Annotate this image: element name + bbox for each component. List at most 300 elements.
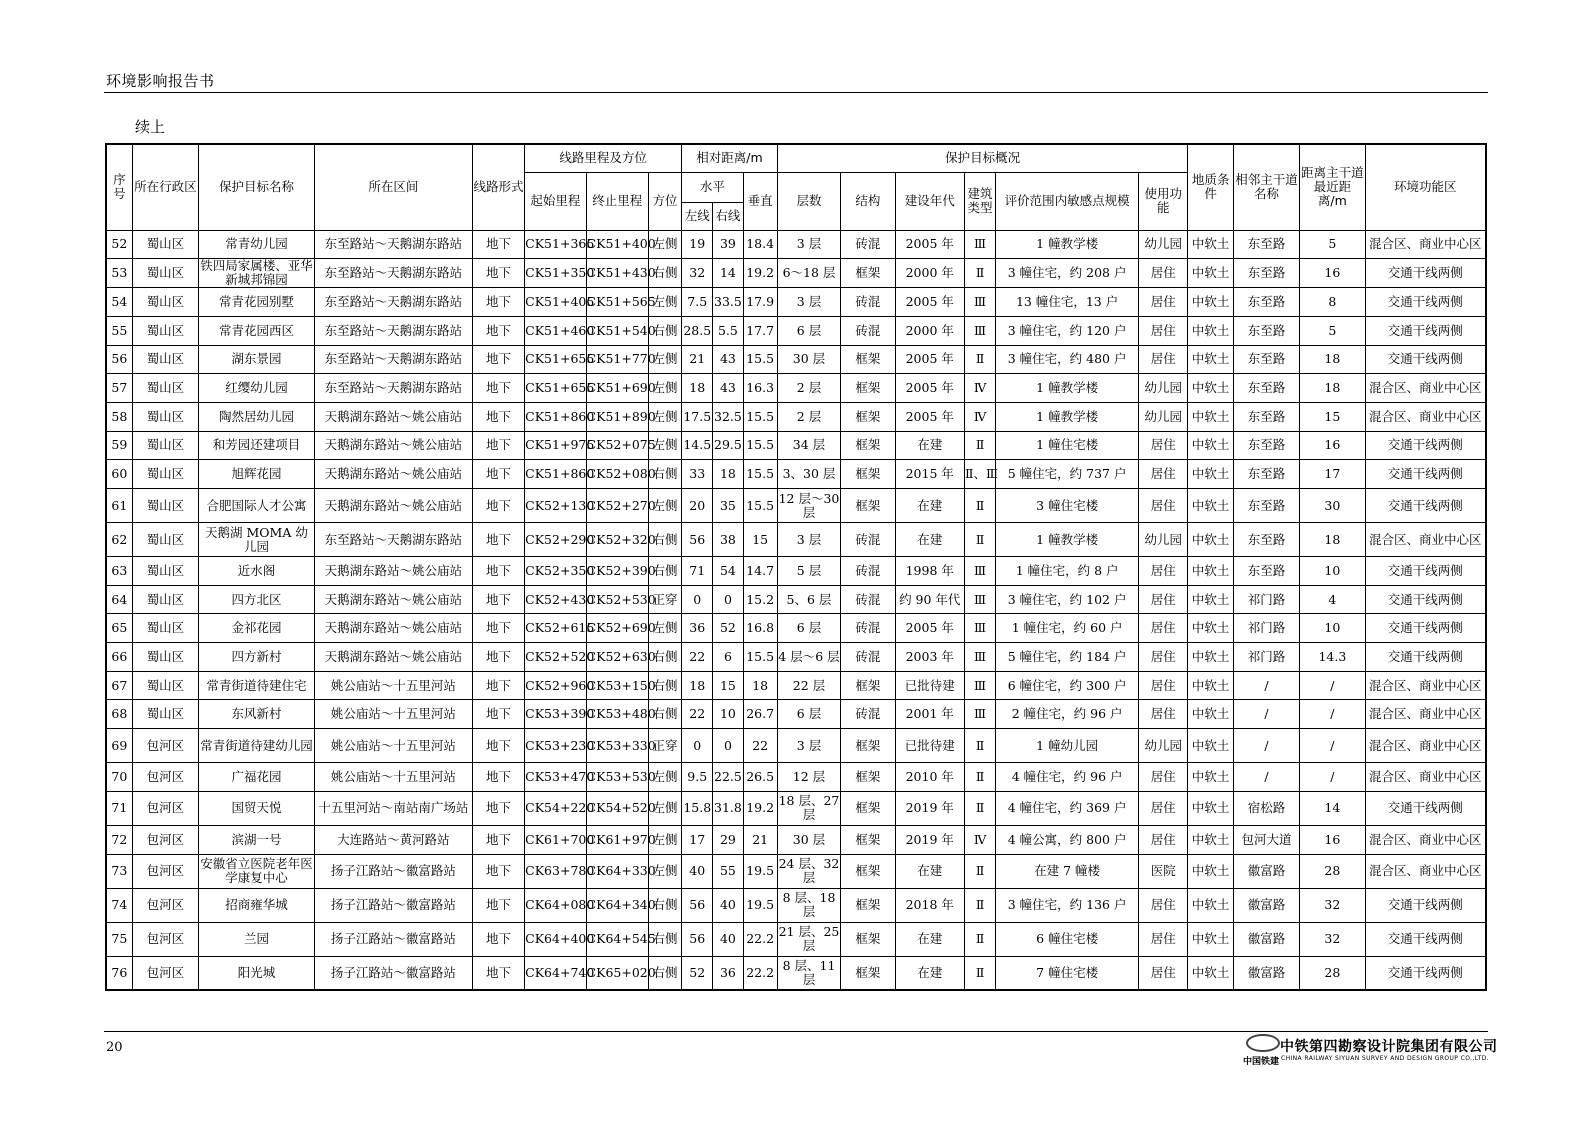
cell-geology: 中软土	[1188, 763, 1233, 792]
cell-scale: 2 幢住宅，约 96 户	[996, 700, 1139, 729]
cell-road: 东至路	[1233, 557, 1299, 586]
cell-building-type: Ⅳ	[964, 374, 995, 403]
cell-section: 天鹅湖东路站～姚公庙站	[314, 431, 472, 460]
cell-direction: 左侧	[648, 791, 681, 825]
cell-direction: 正穿	[648, 585, 681, 614]
cell-year: 已批待建	[895, 729, 964, 763]
header-line-form: 线路形式	[472, 144, 524, 230]
cell-use: 居住	[1139, 431, 1188, 460]
cell-left-line: 33	[682, 460, 713, 489]
cell-scale: 6 幢住宅楼	[996, 922, 1139, 956]
cell-floors: 34 层	[777, 431, 840, 460]
cell-line-form: 地下	[472, 345, 524, 374]
cell-road: 徽富路	[1233, 854, 1299, 888]
cell-name: 红缨幼儿园	[199, 374, 315, 403]
cell-district: 包河区	[132, 791, 198, 825]
cell-floors: 6 层	[777, 316, 840, 345]
cell-seq: 52	[106, 230, 132, 259]
cell-seq: 66	[106, 643, 132, 672]
cell-road: 祁门路	[1233, 643, 1299, 672]
cell-line-form: 地下	[472, 288, 524, 317]
cell-use: 幼儿园	[1139, 230, 1188, 259]
cell-floors: 3 层	[777, 523, 840, 557]
cell-direction: 右侧	[648, 523, 681, 557]
cell-name: 合肥国际人才公寓	[199, 489, 315, 523]
cell-line-form: 地下	[472, 402, 524, 431]
cell-floors: 3 层	[777, 729, 840, 763]
cell-end: CK51+690	[586, 374, 648, 403]
cell-geology: 中软土	[1188, 643, 1233, 672]
cell-scale: 4 幢住宅，约 369 户	[996, 791, 1139, 825]
logo-text: 中国铁建	[1243, 1057, 1280, 1067]
cell-right-line: 40	[713, 922, 743, 956]
cell-road: 徽富路	[1233, 888, 1299, 922]
cell-zone: 混合区、商业中心区	[1365, 854, 1486, 888]
cell-right-line: 39	[713, 230, 743, 259]
cell-seq: 63	[106, 557, 132, 586]
cell-direction: 右侧	[648, 316, 681, 345]
cell-structure: 框架	[841, 374, 895, 403]
table-row	[106, 825, 1486, 854]
cell-use: 幼儿园	[1139, 374, 1188, 403]
cell-left-line: 17	[682, 825, 713, 854]
cell-direction: 右侧	[648, 922, 681, 956]
cell-road: 东至路	[1233, 374, 1299, 403]
cell-road: 宿松路	[1233, 791, 1299, 825]
cell-vertical: 19.2	[743, 259, 777, 288]
cell-scale: 3 幢住宅，约 208 户	[996, 259, 1139, 288]
cell-road: 徽富路	[1233, 922, 1299, 956]
table-row	[106, 956, 1486, 990]
cell-zone: 交通干线两侧	[1365, 922, 1486, 956]
cell-zone: 交通干线两侧	[1365, 791, 1486, 825]
cell-vertical: 16.8	[743, 614, 777, 643]
cell-vertical: 26.5	[743, 763, 777, 792]
cell-road-distance: 15	[1300, 402, 1365, 431]
cell-direction: 左侧	[648, 288, 681, 317]
cell-structure: 框架	[841, 402, 895, 431]
header-vertical: 垂直	[743, 172, 777, 230]
header-overview-group: 保护目标概况	[777, 144, 1188, 172]
cell-left-line: 17.5	[682, 402, 713, 431]
cell-district: 蜀山区	[132, 489, 198, 523]
cell-scale: 1 幢住宅，约 8 户	[996, 557, 1139, 586]
cell-structure: 框架	[841, 763, 895, 792]
cell-road-distance: 5	[1300, 316, 1365, 345]
cell-name: 铁四局家属楼、亚华新城邦锦园	[200, 258, 313, 288]
cell-end: CK52+630	[586, 643, 648, 672]
cell-structure: 砖混	[841, 614, 895, 643]
cell-use: 居住	[1139, 671, 1188, 700]
cell-road: 东至路	[1233, 259, 1299, 288]
cell-building-type: Ⅲ	[964, 288, 995, 317]
cell-section: 东至路站～天鹅湖东路站	[314, 374, 472, 403]
cell-district: 蜀山区	[132, 460, 198, 489]
cell-start: CK61+700	[525, 825, 586, 854]
table-row	[106, 614, 1486, 643]
header-use: 使用功能	[1139, 172, 1188, 230]
cell-scale: 4 幢公寓，约 800 户	[996, 825, 1139, 854]
cell-road: 东至路	[1233, 316, 1299, 345]
cell-end: CK52+320	[586, 523, 648, 557]
cell-district: 蜀山区	[132, 259, 198, 288]
cell-scale: 3 幢住宅，约 480 户	[996, 345, 1139, 374]
cell-zone: 混合区、商业中心区	[1365, 402, 1486, 431]
cell-use: 居住	[1139, 557, 1188, 586]
table-row	[106, 259, 1486, 288]
cell-line-form: 地下	[472, 489, 524, 523]
cell-start: CK53+230	[525, 729, 586, 763]
table-row	[106, 288, 1486, 317]
cell-road-distance: 32	[1300, 888, 1365, 922]
header-structure: 结构	[841, 172, 895, 230]
cell-year: 2019 年	[895, 791, 964, 825]
cell-right-line: 35	[713, 489, 743, 523]
cell-year: 2000 年	[895, 259, 964, 288]
cell-direction: 右侧	[648, 643, 681, 672]
cell-road-distance: 8	[1300, 288, 1365, 317]
table-row	[106, 791, 1486, 825]
cell-year: 在建	[895, 956, 964, 990]
cell-zone: 混合区、商业中心区	[1365, 729, 1486, 763]
cell-left-line: 20	[682, 489, 713, 523]
cell-seq: 54	[106, 288, 132, 317]
cell-seq: 65	[106, 614, 132, 643]
cell-section: 天鹅湖东路站～姚公庙站	[314, 614, 472, 643]
header-floors: 层数	[777, 172, 840, 230]
cell-vertical: 18	[743, 671, 777, 700]
cell-structure: 框架	[841, 345, 895, 374]
cell-left-line: 18	[682, 671, 713, 700]
cell-road-distance: 17	[1300, 460, 1365, 489]
cell-district: 包河区	[132, 854, 198, 888]
cell-seq: 73	[106, 854, 132, 888]
cell-direction: 右侧	[648, 671, 681, 700]
cell-right-line: 22.5	[713, 763, 743, 792]
cell-start: CK51+350	[525, 259, 586, 288]
cell-structure: 砖混	[841, 557, 895, 586]
cell-seq: 64	[106, 585, 132, 614]
cell-building-type: Ⅲ	[964, 230, 995, 259]
cell-building-type: Ⅳ	[964, 402, 995, 431]
cell-seq: 68	[106, 700, 132, 729]
cell-district: 蜀山区	[132, 288, 198, 317]
cell-geology: 中软土	[1188, 700, 1233, 729]
cell-geology: 中软土	[1188, 557, 1233, 586]
cell-district: 蜀山区	[132, 431, 198, 460]
cell-road-distance: 28	[1300, 956, 1365, 990]
cell-seq: 67	[106, 671, 132, 700]
cell-end: CK61+970	[586, 825, 648, 854]
cell-road-distance: /	[1300, 763, 1365, 792]
cell-use: 居住	[1139, 489, 1188, 523]
cell-seq: 58	[106, 402, 132, 431]
cell-start: CK51+405	[525, 288, 586, 317]
cell-seq: 76	[106, 956, 132, 990]
cell-floors: 30 层	[777, 345, 840, 374]
cell-use: 幼儿园	[1139, 402, 1188, 431]
cell-left-line: 40	[682, 854, 713, 888]
cell-left-line: 28.5	[682, 316, 713, 345]
header-horizontal: 水平	[682, 172, 743, 202]
table-row	[106, 854, 1486, 888]
cell-structure: 框架	[841, 489, 895, 523]
cell-line-form: 地下	[472, 374, 524, 403]
cell-line-form: 地下	[472, 763, 524, 792]
cell-left-line: 71	[682, 557, 713, 586]
cell-use: 居住	[1139, 825, 1188, 854]
cell-direction: 左侧	[648, 763, 681, 792]
cell-direction: 左侧	[648, 854, 681, 888]
cell-geology: 中软土	[1188, 460, 1233, 489]
cell-line-form: 地下	[472, 671, 524, 700]
cell-end: CK52+390	[586, 557, 648, 586]
cell-year: 在建	[895, 854, 964, 888]
cell-direction: 右侧	[648, 956, 681, 990]
cell-start: CK51+655	[525, 374, 586, 403]
cell-floors: 22 层	[777, 671, 840, 700]
cell-seq: 72	[106, 825, 132, 854]
cell-start: CK51+860	[525, 402, 586, 431]
cell-use: 居住	[1139, 288, 1188, 317]
cell-start: CK52+615	[525, 614, 586, 643]
cell-left-line: 56	[682, 922, 713, 956]
cell-seq: 57	[106, 374, 132, 403]
cell-seq: 74	[106, 888, 132, 922]
table-row	[106, 460, 1486, 489]
cell-building-type: Ⅱ	[964, 854, 995, 888]
cell-structure: 砖混	[841, 316, 895, 345]
table-row	[106, 643, 1486, 672]
cell-year: 2005 年	[895, 288, 964, 317]
cell-zone: 混合区、商业中心区	[1365, 523, 1486, 557]
cell-structure: 框架	[841, 825, 895, 854]
cell-section: 姚公庙站～十五里河站	[314, 729, 472, 763]
cell-seq: 59	[106, 431, 132, 460]
cell-name: 陶然居幼儿园	[199, 402, 315, 431]
cell-start: CK52+350	[525, 557, 586, 586]
cell-right-line: 38	[713, 523, 743, 557]
cell-section: 姚公庙站～十五里河站	[314, 700, 472, 729]
header-name: 保护目标名称	[199, 144, 315, 230]
cell-zone: 交通干线两侧	[1365, 345, 1486, 374]
cell-end: CK52+690	[586, 614, 648, 643]
cell-zone: 混合区、商业中心区	[1365, 763, 1486, 792]
cell-structure: 框架	[841, 460, 895, 489]
cell-structure: 框架	[841, 729, 895, 763]
cell-right-line: 40	[713, 888, 743, 922]
cell-right-line: 15	[713, 671, 743, 700]
cell-structure: 框架	[841, 888, 895, 922]
cell-zone: 交通干线两侧	[1365, 614, 1486, 643]
cell-building-type: Ⅱ	[964, 922, 995, 956]
cell-road-distance: 10	[1300, 614, 1365, 643]
cell-seq: 71	[106, 791, 132, 825]
cell-right-line: 54	[713, 557, 743, 586]
table-row	[106, 374, 1486, 403]
cell-year: 在建	[895, 523, 964, 557]
cell-start: CK51+365	[525, 230, 586, 259]
cell-use: 幼儿园	[1139, 523, 1188, 557]
cell-section: 天鹅湖东路站～姚公庙站	[314, 460, 472, 489]
header-geology: 地质条件	[1188, 144, 1233, 230]
cell-line-form: 地下	[472, 956, 524, 990]
cell-year: 在建	[895, 431, 964, 460]
cell-scale: 3 幢住宅，约 102 户	[996, 585, 1139, 614]
cell-road-distance: 32	[1300, 922, 1365, 956]
cell-year: 2005 年	[895, 230, 964, 259]
cell-end: CK51+430	[586, 259, 648, 288]
cell-road-distance: 14	[1300, 791, 1365, 825]
cell-left-line: 9.5	[682, 763, 713, 792]
cell-section: 天鹅湖东路站～姚公庙站	[314, 643, 472, 672]
cell-zone: 交通干线两侧	[1365, 956, 1486, 990]
table-row	[106, 922, 1486, 956]
cell-road: 东至路	[1233, 402, 1299, 431]
cell-section: 东至路站～天鹅湖东路站	[314, 523, 472, 557]
cell-end: CK65+020	[586, 956, 648, 990]
cell-road-distance: 10	[1300, 557, 1365, 586]
cell-zone: 混合区、商业中心区	[1365, 825, 1486, 854]
cell-direction: 左侧	[648, 431, 681, 460]
cell-right-line: 14	[713, 259, 743, 288]
cell-road-distance: 4	[1300, 585, 1365, 614]
cell-building-type: Ⅱ	[964, 791, 995, 825]
cell-start: CK51+860	[525, 460, 586, 489]
cell-year: 已批待建	[895, 671, 964, 700]
header-distance-group: 相对距离/m	[682, 144, 778, 172]
cell-scale: 1 幢教学楼	[996, 230, 1139, 259]
header-building-type: 建筑类型	[964, 172, 995, 230]
cell-structure: 砖混	[841, 288, 895, 317]
cell-district: 蜀山区	[132, 230, 198, 259]
cell-end: CK53+330	[586, 729, 648, 763]
cell-name: 安徽省立医院老年医学康复中心	[199, 854, 315, 888]
cell-use: 居住	[1139, 700, 1188, 729]
cell-start: CK51+460	[525, 316, 586, 345]
cell-year: 2005 年	[895, 374, 964, 403]
cell-floors: 24 层、32 层	[777, 854, 840, 888]
cell-start: CK53+390	[525, 700, 586, 729]
cell-use: 居住	[1139, 956, 1188, 990]
cell-geology: 中软土	[1188, 374, 1233, 403]
cell-use: 居住	[1139, 316, 1188, 345]
cell-geology: 中软土	[1188, 585, 1233, 614]
cell-start: CK63+780	[525, 854, 586, 888]
cell-right-line: 43	[713, 374, 743, 403]
cell-direction: 左侧	[648, 825, 681, 854]
table-row	[106, 523, 1486, 557]
cell-district: 包河区	[132, 922, 198, 956]
cell-direction: 正穿	[648, 729, 681, 763]
cell-scale: 3 幢住宅楼	[996, 489, 1139, 523]
cell-right-line: 32.5	[713, 402, 743, 431]
cell-building-type: Ⅳ	[964, 825, 995, 854]
cell-zone: 交通干线两侧	[1365, 460, 1486, 489]
cell-use: 幼儿园	[1139, 729, 1188, 763]
cell-section: 扬子江路站～徽富路站	[314, 854, 472, 888]
cell-use: 居住	[1139, 888, 1188, 922]
table-row	[106, 402, 1486, 431]
cell-road: /	[1233, 671, 1299, 700]
header-road-distance: 距离主干道最近距离/m	[1300, 144, 1365, 230]
cell-vertical: 22.2	[743, 922, 777, 956]
cell-end: CK51+400	[586, 230, 648, 259]
cell-name: 阳光城	[199, 956, 315, 990]
cell-building-type: Ⅱ	[964, 729, 995, 763]
cell-geology: 中软土	[1188, 888, 1233, 922]
cell-line-form: 地下	[472, 230, 524, 259]
cell-structure: 砖混	[841, 585, 895, 614]
cell-road-distance: 14.3	[1300, 643, 1365, 672]
cell-left-line: 14.5	[682, 431, 713, 460]
cell-direction: 左侧	[648, 402, 681, 431]
cell-line-form: 地下	[472, 729, 524, 763]
cell-end: CK64+330	[586, 854, 648, 888]
cell-name: 国贸天悦	[199, 791, 315, 825]
cell-geology: 中软土	[1188, 431, 1233, 460]
cell-scale: 3 幢住宅，约 136 户	[996, 888, 1139, 922]
cell-vertical: 15.5	[743, 402, 777, 431]
cell-vertical: 17.9	[743, 288, 777, 317]
cell-start: CK64+400	[525, 922, 586, 956]
cell-direction: 左侧	[648, 489, 681, 523]
cell-end: CK51+770	[586, 345, 648, 374]
cell-vertical: 17.7	[743, 316, 777, 345]
cell-district: 蜀山区	[132, 402, 198, 431]
cell-left-line: 0	[682, 729, 713, 763]
cell-name: 旭辉花园	[199, 460, 315, 489]
cell-year: 约 90 年代	[895, 585, 964, 614]
cell-floors: 12 层	[777, 763, 840, 792]
cell-road: 东至路	[1233, 523, 1299, 557]
cell-start: CK53+470	[525, 763, 586, 792]
header-section: 所在区间	[314, 144, 472, 230]
cell-end: CK53+480	[586, 700, 648, 729]
cell-floors: 8 层、11 层	[777, 956, 840, 990]
table-row	[106, 230, 1486, 259]
cell-scale: 6 幢住宅，约 300 户	[996, 671, 1139, 700]
cell-building-type: Ⅱ	[964, 345, 995, 374]
cell-year: 在建	[895, 922, 964, 956]
cell-vertical: 15.5	[743, 643, 777, 672]
cell-zone: 交通干线两侧	[1365, 643, 1486, 672]
cell-road: 东至路	[1233, 230, 1299, 259]
cell-floors: 5、6 层	[777, 585, 840, 614]
cell-left-line: 19	[682, 230, 713, 259]
cell-scale: 3 幢住宅，约 120 户	[996, 316, 1139, 345]
cell-building-type: Ⅲ	[964, 614, 995, 643]
cell-use: 医院	[1139, 854, 1188, 888]
cell-vertical: 22	[743, 729, 777, 763]
cell-structure: 框架	[841, 956, 895, 990]
cell-use: 居住	[1139, 345, 1188, 374]
cell-building-type: Ⅱ	[964, 489, 995, 523]
header-road: 相邻主干道名称	[1233, 144, 1299, 230]
cell-line-form: 地下	[472, 316, 524, 345]
cell-year: 2015 年	[895, 460, 964, 489]
continuation-label: 续上	[135, 118, 166, 136]
cell-vertical: 15.5	[743, 431, 777, 460]
cell-right-line: 6	[713, 643, 743, 672]
header-left-line: 左线	[682, 202, 713, 230]
cell-scale: 5 幢住宅，约 184 户	[996, 643, 1139, 672]
cell-right-line: 0	[713, 585, 743, 614]
header-scale: 评价范围内敏感点规模	[996, 172, 1139, 230]
cell-start: CK51+975	[525, 431, 586, 460]
cell-vertical: 15	[743, 523, 777, 557]
cell-left-line: 56	[682, 523, 713, 557]
